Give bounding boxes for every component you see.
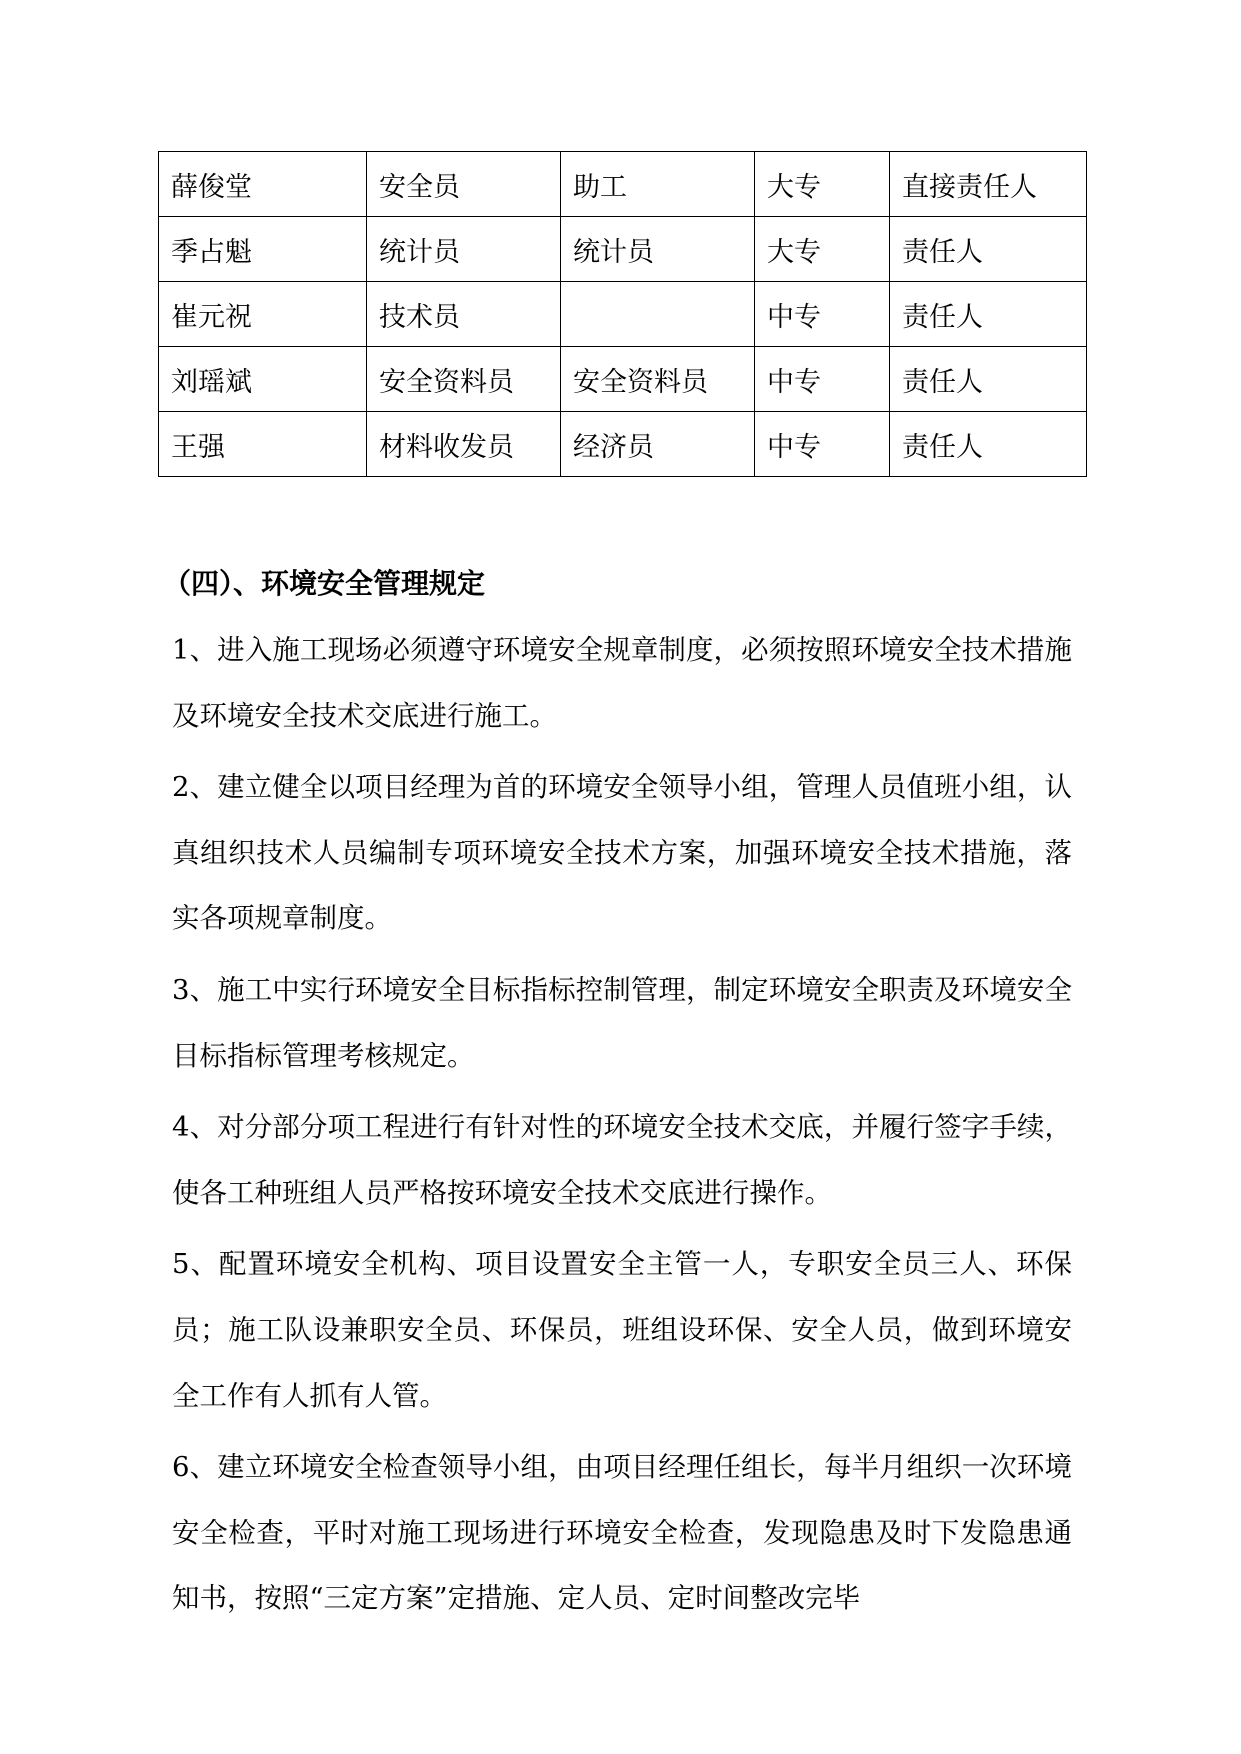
table-cell-responsibility: 责任人 [890,412,1087,477]
paragraph-6: 6、建立环境安全检查领导小组，由项目经理任组长，每半月组织一次环境安全检查，平时对施工现场进行环境安全检查，发现隐患及时下发隐患通知书，按照“三定方案”定措施、定人员、定时间整改完毕 [172,1451,1072,1615]
table-cell-position: 技术员 [367,282,561,347]
table-row [159,282,1087,347]
table-cell-education: 大专 [755,152,890,217]
table-cell-position: 安全员 [367,152,561,217]
section-heading: （四）、环境安全管理规定 [163,567,486,600]
table-cell-education: 中专 [755,412,890,477]
table-cell-education: 大专 [755,217,890,282]
table-cell-responsibility: 责任人 [890,217,1087,282]
table-row [159,152,1087,217]
paragraph-4: 4、对分部分项工程进行有针对性的环境安全技术交底，并履行签字手续，使各工种班组人员严格按环境安全技术交底进行操作。 [172,1111,1072,1209]
paragraph-2: 2、建立健全以项目经理为首的环境安全领导小组，管理人员值班小组，认真组织技术人员编制专项环境安全技术方案，加强环境安全技术措施，落实各项规章制度。 [172,771,1072,935]
table-cell-education: 中专 [755,282,890,347]
table-cell-title: 助工 [561,152,755,217]
table-cell-name: 薛俊堂 [159,152,367,217]
paragraph-3: 3、施工中实行环境安全目标指标控制管理，制定环境安全职责及环境安全目标指标管理考核规定。 [172,973,1072,1072]
staff-table [158,151,1087,477]
table-cell-title: 经济员 [561,412,755,477]
table-cell-title: 统计员 [561,217,755,282]
table-cell-title [561,282,755,347]
table-cell-name: 崔元祝 [159,282,367,347]
table-cell-position: 统计员 [367,217,561,282]
table-cell-responsibility: 直接责任人 [890,152,1087,217]
table-cell-name: 王强 [159,412,367,477]
table-cell-education: 中专 [755,347,890,412]
table-cell-responsibility: 责任人 [890,282,1087,347]
table-row [159,347,1087,412]
table-row [159,217,1087,282]
paragraph-1: 1、进入施工现场必须遵守环境安全规章制度，必须按照环境安全技术措施及环境安全技术交底进行施工。 [172,634,1072,732]
table-cell-name: 刘瑶斌 [159,347,367,412]
table-cell-responsibility: 责任人 [890,347,1087,412]
table-cell-title: 安全资料员 [561,347,755,412]
table-cell-position: 材料收发员 [367,412,561,477]
table-cell-position: 安全资料员 [367,347,561,412]
section-body [172,618,1072,1638]
table-cell-name: 季占魁 [159,217,367,282]
paragraph-5: 5、配置环境安全机构、项目设置安全主管一人，专职安全员三人、环保员；施工队设兼职安全员、环保员，班组设环保、安全人员，做到环境安全工作有人抓有人管。 [172,1248,1072,1412]
table-row [159,412,1087,477]
